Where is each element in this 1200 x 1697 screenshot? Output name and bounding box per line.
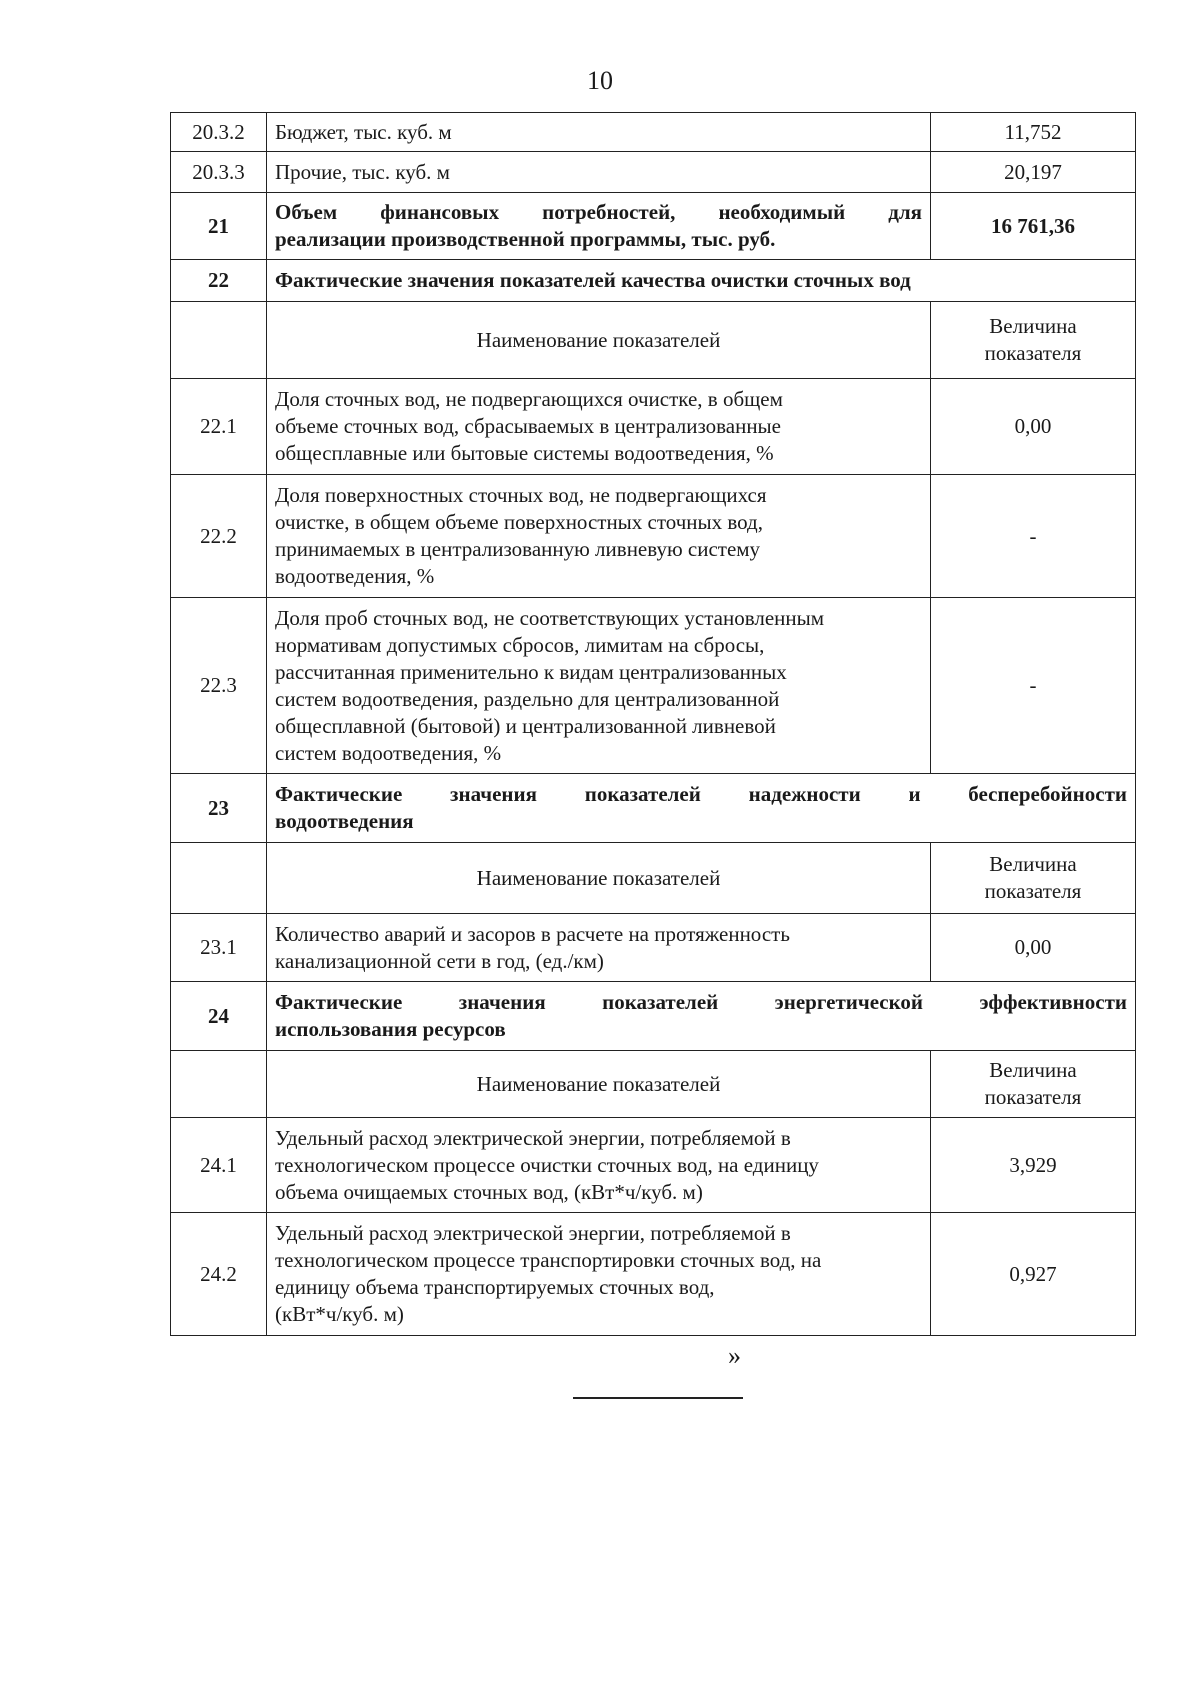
header-value-line: показателя — [984, 341, 1082, 365]
header-indicator-value — [930, 301, 1136, 379]
row-number: 20.3.2 — [170, 112, 267, 152]
row-name-line: рассчитанная применительно к видам централизованных — [275, 659, 787, 684]
row-name-line: принимаемых в централизованную ливневую систему — [275, 537, 761, 561]
header-number-cell — [170, 1050, 267, 1118]
row-value: 20,197 — [930, 151, 1136, 193]
row-name-line: общесплавной (бытовой) и централизованной ливневой — [275, 713, 776, 738]
row-number: 22.3 — [170, 597, 267, 774]
section-title: Фактические значения показателей качества очистки сточных вод — [266, 259, 1136, 302]
row-name-line: Удельный расход электрической энергии, потребляемой в — [275, 1125, 791, 1150]
row-name-line: (кВт*ч/куб. м) — [275, 1302, 404, 1326]
header-indicator-value — [930, 842, 1136, 914]
row-name: Прочие, тыс. куб. м — [266, 151, 931, 193]
header-number-cell — [170, 301, 267, 379]
row-name-line: Удельный расход электрической энергии, потребляемой в — [275, 1221, 791, 1245]
row-name-line: очистке, в общем объеме поверхностных сточных вод, — [275, 510, 763, 534]
row-name — [266, 378, 931, 475]
header-value-line: Величина — [989, 1058, 1077, 1082]
row-name — [266, 597, 931, 774]
row-name-line: реализации производственной программы, тыс. руб. — [275, 227, 776, 251]
row-name-line: Количество аварий и засоров в расчете на протяженность — [275, 921, 790, 946]
header-indicator-value — [930, 1050, 1136, 1118]
row-name-line: объеме сточных вод, сбрасываемых в централизованные — [275, 414, 781, 438]
row-number: 20.3.3 — [170, 151, 267, 193]
header-value-line: Величина — [989, 314, 1077, 338]
row-number: 22.2 — [170, 474, 267, 598]
row-name: Бюджет, тыс. куб. м — [266, 112, 931, 152]
row-name-line: Доля проб сточных вод, не соответствующих установленным — [275, 605, 825, 630]
section-title — [266, 981, 1136, 1051]
row-number: 22.1 — [170, 378, 267, 475]
page-number: 10 — [587, 66, 613, 95]
header-indicator-name: Наименование показателей — [266, 842, 931, 914]
row-value: 0,927 — [930, 1212, 1136, 1336]
row-value: 3,929 — [930, 1117, 1136, 1213]
row-number: 24.2 — [170, 1212, 267, 1336]
section-title-line: водоотведения — [275, 809, 414, 833]
header-indicator-name: Наименование показателей — [266, 1050, 931, 1118]
header-number-cell — [170, 842, 267, 914]
row-number: 23.1 — [170, 913, 267, 982]
row-name-line: систем водоотведения, % — [275, 740, 502, 765]
closing-quote: » — [728, 1341, 741, 1370]
row-number: 24.1 — [170, 1117, 267, 1213]
header-indicator-name: Наименование показателей — [266, 301, 931, 379]
closing-rule — [573, 1397, 743, 1399]
section-title-line: Фактические значения показателей надежности и бесперебойности — [275, 782, 1127, 806]
row-name — [266, 1212, 931, 1336]
row-name-line: нормативам допустимых сбросов, лимитам на сбросы, — [275, 632, 765, 657]
section-number: 23 — [170, 773, 267, 843]
row-name — [266, 913, 931, 982]
row-name-line: технологическом процессе очистки сточных вод, на единицу — [275, 1152, 819, 1177]
header-value-line: показателя — [984, 879, 1082, 903]
row-value: 11,752 — [930, 112, 1136, 152]
header-value-line: показателя — [984, 1085, 1082, 1109]
row-number: 21 — [170, 192, 267, 260]
header-value-line: Величина — [989, 852, 1077, 876]
section-number: 22 — [170, 259, 267, 302]
row-name-line: Доля поверхностных сточных вод, не подвергающихся — [275, 483, 767, 507]
row-name-line: объема очищаемых сточных вод, (кВт*ч/куб. м) — [275, 1179, 703, 1204]
row-value: 0,00 — [930, 378, 1136, 475]
row-value: 16 761,36 — [930, 192, 1136, 260]
section-number: 24 — [170, 981, 267, 1051]
row-value: - — [930, 474, 1136, 598]
row-name — [266, 474, 931, 598]
section-title-line: Фактические значения показателей энергетической эффективности — [275, 990, 1127, 1014]
row-value: 0,00 — [930, 913, 1136, 982]
row-name — [266, 1117, 931, 1213]
row-name-line: водоотведения, % — [275, 564, 435, 588]
row-name-line: Объем финансовых потребностей, необходимый для — [275, 200, 922, 224]
section-title-line: использования ресурсов — [275, 1017, 506, 1041]
row-name — [266, 192, 931, 260]
row-name-line: Доля сточных вод, не подвергающихся очистке, в общем — [275, 387, 783, 411]
row-name-line: единицу объема транспортируемых сточных вод, — [275, 1275, 715, 1299]
row-name-line: общесплавные или бытовые системы водоотведения, % — [275, 441, 774, 465]
row-name-line: канализационной сети в год, (ед./км) — [275, 948, 604, 973]
row-name-line: технологическом процессе транспортировки сточных вод, на — [275, 1248, 822, 1272]
row-value: - — [930, 597, 1136, 774]
row-name-line: систем водоотведения, раздельно для централизованной — [275, 686, 780, 711]
section-title — [266, 773, 1136, 843]
